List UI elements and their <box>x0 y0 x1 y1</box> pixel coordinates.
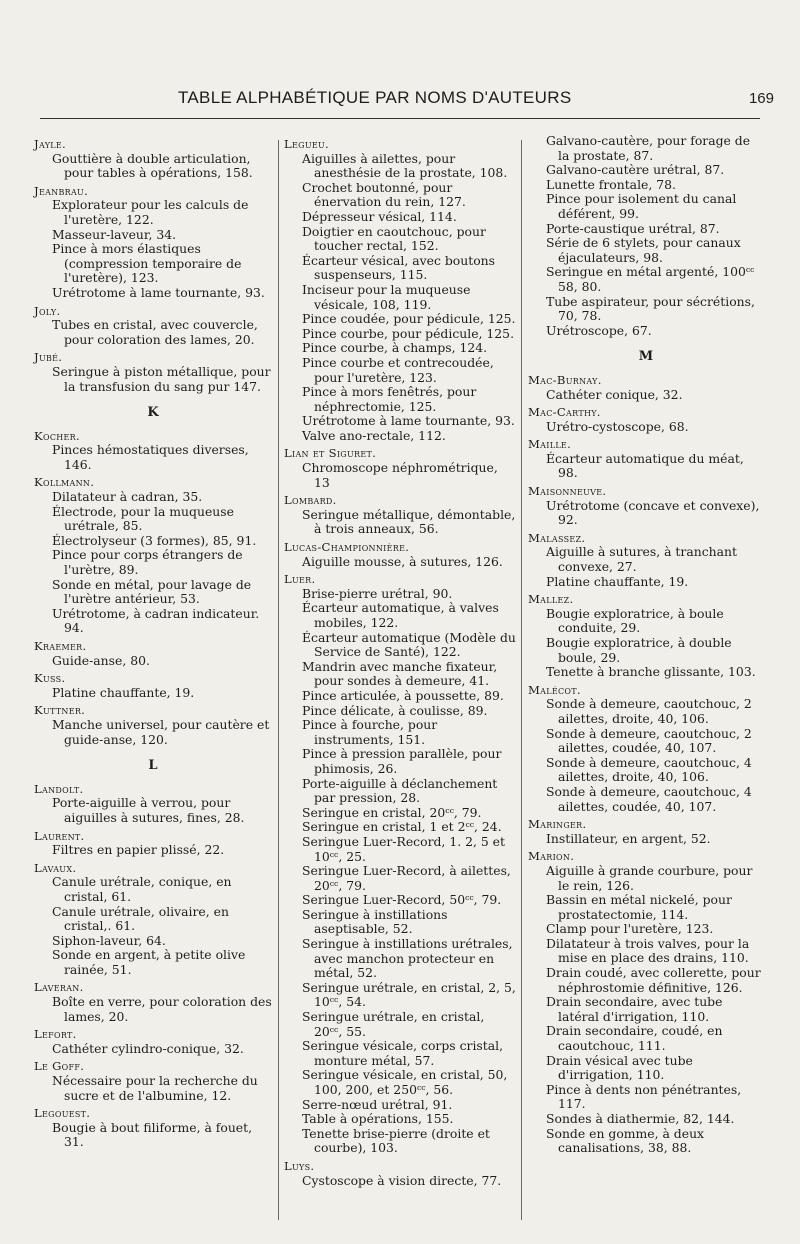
index-entry: Aiguille à sutures, à tranchant convexe, 27. <box>546 544 737 575</box>
author-name: Le Goff. <box>34 1059 85 1074</box>
author-name: Mac-Burnay. <box>528 372 602 387</box>
index-entry: Nécessaire pour la recherche du sucre et de l'albumine, 12. <box>52 1073 258 1103</box>
index-entry: Seringue à instillations aseptisable, 52. <box>302 906 448 937</box>
index-entry: Sonde en gomme, à deux canalisations, 38, 88. <box>546 1125 705 1156</box>
index-entry: Pince coudée, pour pédicule, 125. <box>302 311 516 327</box>
index-entry: Sonde à demeure, caoutchouc, 4 ailettes, droite, 40, 106. <box>546 754 752 785</box>
index-entry: Canule urétrale, olivaire, en cristal,. 61. <box>52 903 229 934</box>
index-entry: Urétrotome à lame tournante, 93. <box>302 413 515 429</box>
index-entry: Écarteur automatique (Modèle du Service de Santé), 122. <box>302 629 516 660</box>
index-entry: Instillateur, en argent, 52. <box>546 830 711 846</box>
index-entry: Pince courbe, pour pédicule, 125. <box>302 325 515 341</box>
index-entry: Chromoscope néphrométrique, 13 <box>302 460 498 490</box>
index-entry: Aiguilles à ailettes, pour anesthésie de la prostate, 108. <box>302 150 508 181</box>
author-name: Jeanbrau. <box>34 183 89 198</box>
author-name: Mallez. <box>528 592 574 607</box>
index-entry: Table à opérations, 155. <box>302 1111 454 1127</box>
column-divider <box>278 140 279 1220</box>
index-column-1 <box>34 134 272 1150</box>
index-entry: Tenette brise-pierre (droite et courbe), 103. <box>302 1125 490 1156</box>
index-entry: Seringue en cristal, 1 et 2ᶜᶜ, 24. <box>302 819 502 835</box>
index-entry: Bassin en métal nickelé, pour prostatectomie, 114. <box>546 892 732 922</box>
index-entry: Bougie à bout filiforme, à fouet, 31. <box>52 1119 253 1150</box>
index-entry: Siphon-laveur, 64. <box>52 932 166 948</box>
index-entry: Pinces hémostatiques diverses, 146. <box>52 442 249 472</box>
index-entry: Seringue à piston métallique, pour la transfusion du sang pur 147. <box>52 363 271 394</box>
index-entry: Gouttière à double articulation, pour tables à opérations, 158. <box>52 150 253 181</box>
index-entry: Seringue Luer-Record, 50ᶜᶜ, 79. <box>302 892 502 908</box>
index-entry: Pince articulée, à poussette, 89. <box>302 687 504 703</box>
index-entry: Aiguille à grande courbure, pour le rein, 126. <box>546 862 753 893</box>
author-name: Kocher. <box>34 428 80 443</box>
author-name: Lefort. <box>34 1027 77 1042</box>
author-name: Malécot. <box>528 682 581 697</box>
author-name: Maringer. <box>528 817 587 832</box>
index-entry: Drain vésical avec tube d'irrigation, 110. <box>546 1052 693 1083</box>
author-name: Laveran. <box>34 980 84 995</box>
index-column-2 <box>284 134 516 1188</box>
index-entry: Seringue à instillations urétrales, avec manchon protecteur en métal, 52. <box>302 936 513 981</box>
index-entry: Aiguille mousse, à sutures, 126. <box>302 553 503 569</box>
author-name: Laurent. <box>34 828 85 843</box>
section-letter: L <box>148 758 158 774</box>
index-entry: Platine chauffante, 19. <box>546 573 689 589</box>
index-entry: Urétrotome (concave et convexe), 92. <box>546 497 760 528</box>
index-entry: Drain coudé, avec collerette, pour néphrostomie définitive, 126. <box>546 965 761 995</box>
index-entry: Sonde en argent, à petite olive rainée, 51. <box>52 947 246 977</box>
index-entry: Urétrotome, à cadran indicateur. 94. <box>52 605 260 636</box>
index-entry: Urétro-cystoscope, 68. <box>546 418 689 434</box>
author-name: Luer. <box>284 572 316 587</box>
index-entry: Seringue vésicale, en cristal, 50, 100, 200, et 250ᶜᶜ, 56. <box>302 1067 508 1097</box>
index-entry: Urétrotome à lame tournante, 93. <box>52 284 265 300</box>
index-entry: Pince à mors élastiques (compression temporaire de l'uretère), 123. <box>52 241 242 286</box>
author-name: Legouest. <box>34 1106 91 1121</box>
index-entry: Bougie exploratrice, à boule conduite, 29. <box>546 605 724 636</box>
author-name: Malassez. <box>528 530 586 545</box>
index-entry: Électrode, pour la muqueuse urétrale, 85. <box>52 503 234 534</box>
author-name: Jayle. <box>34 137 67 151</box>
column-divider <box>521 140 522 1220</box>
index-entry: Sonde à demeure, caoutchouc, 2 ailettes, coudée, 40, 107. <box>546 725 752 756</box>
section-letter: M <box>638 349 654 365</box>
index-entry: Galvano-cautère, pour forage de la prostate, 87. <box>546 133 751 163</box>
index-entry: Seringue urétrale, en cristal, 20ᶜᶜ, 55. <box>302 1009 485 1039</box>
index-entry: Pince courbe, à champs, 124. <box>302 340 488 356</box>
index-entry: Sonde à demeure, caoutchouc, 2 ailettes, droite, 40, 106. <box>546 696 752 726</box>
section-letter: K <box>147 405 159 421</box>
index-entry: Guide-anse, 80. <box>52 652 150 668</box>
index-entry: Lunette frontale, 78. <box>546 176 676 192</box>
author-name: Kollmann. <box>34 475 95 490</box>
index-entry: Boîte en verre, pour coloration des lames, 20. <box>52 994 272 1024</box>
page-title: TABLE ALPHABÉTIQUE PAR NOMS D'AUTEURS <box>178 88 572 107</box>
author-name: Lucas-Championnière. <box>284 540 410 555</box>
author-name: Lombard. <box>284 493 337 508</box>
author-name: Landolt. <box>34 781 84 796</box>
author-name: Maille. <box>528 437 572 452</box>
index-entry: Porte-caustique urétral, 87. <box>546 220 720 236</box>
index-entry: Série de 6 stylets, pour canaux éjaculateurs, 98. <box>546 235 741 265</box>
index-entry: Pince délicate, à coulisse, 89. <box>302 702 488 718</box>
index-entry: Bougie exploratrice, à double boule, 29. <box>546 635 732 665</box>
author-name: Mac-Carthy. <box>528 405 601 420</box>
index-entry: Doigtier en caoutchouc, pour toucher rectal, 152. <box>302 223 486 254</box>
index-entry: Cystoscope à vision directe, 77. <box>302 1172 502 1188</box>
index-entry: Pince à pression parallèle, pour phimosis, 26. <box>302 746 502 776</box>
index-entry: Seringue Luer-Record, 1. 2, 5 et 10ᶜᶜ, 25. <box>302 833 505 864</box>
header-rule <box>40 118 760 119</box>
index-entry: Pince courbe et contrecoudée, pour l'uretère, 123. <box>302 354 494 385</box>
index-entry: Porte-aiguille à déclanchement par pression, 28. <box>302 775 498 806</box>
index-entry: Cathéter cylindro-conique, 32. <box>52 1040 244 1056</box>
index-entry: Crochet boutonné, pour énervation du rein, 127. <box>302 179 466 210</box>
author-name: Joly. <box>34 303 61 318</box>
index-entry: Drain secondaire, coudé, en caoutchouc, 111. <box>546 1023 723 1054</box>
index-entry: Dilatateur à trois valves, pour la mise en place des drains, 110. <box>546 935 750 966</box>
index-entry: Porte-aiguille à verrou, pour aiguilles à sutures, fines, 28. <box>52 795 245 825</box>
index-entry: Seringue vésicale, corps cristal, monture métal, 57. <box>302 1038 504 1068</box>
index-column-3 <box>528 134 764 1156</box>
author-name: Maisonneuve. <box>528 484 607 499</box>
index-entry: Manche universel, pour cautère et guide-anse, 120. <box>52 716 270 747</box>
index-entry: Écarteur vésical, avec boutons suspenseurs, 115. <box>302 252 496 283</box>
index-entry: Seringue en cristal, 20ᶜᶜ, 79. <box>302 804 482 820</box>
index-entry: Mandrin avec manche fixateur, pour sondes à demeure, 41. <box>302 658 498 689</box>
index-entry: Inciseur pour la muqueuse vésicale, 108, 119. <box>302 281 471 312</box>
index-entry: Valve ano-rectale, 112. <box>302 427 446 443</box>
author-name: Lavaux. <box>34 860 77 875</box>
index-entry: Pince à dents non pénétrantes, 117. <box>546 1081 742 1112</box>
index-entry: Tube aspirateur, pour sécrétions, 70, 78. <box>546 293 755 324</box>
index-entry: Dépresseur vésical, 114. <box>302 208 457 224</box>
author-name: Luys. <box>284 1158 315 1173</box>
index-entry: Filtres en papier plissé, 22. <box>52 842 225 858</box>
index-entry: Tubes en cristal, avec couvercle, pour coloration des lames, 20. <box>52 317 258 347</box>
index-entry: Électrolyseur (3 formes), 85, 91. <box>52 532 257 548</box>
index-entry: Explorateur pour les calculs de l'uretère, 122. <box>52 197 249 227</box>
author-name: Kuttner. <box>34 703 86 718</box>
index-entry: Pince à mors fenêtrés, pour néphrectomie, 125. <box>302 384 477 414</box>
index-entry: Dilatateur à cadran, 35. <box>52 489 203 505</box>
index-entry: Galvano-cautère urétral, 87. <box>546 162 725 178</box>
index-entry: Masseur-laveur, 34. <box>52 226 177 242</box>
index-entry: Sonde à demeure, caoutchouc, 4 ailettes, coudée, 40, 107. <box>546 783 752 814</box>
index-entry: Serre-nœud urétral, 91. <box>302 1096 453 1112</box>
index-entry: Pince pour isolement du canal déférent, 99. <box>546 191 737 221</box>
index-entry: Platine chauffante, 19. <box>52 684 195 700</box>
index-entry: Tenette à branche glissante, 103. <box>546 664 756 680</box>
page-header <box>40 86 780 116</box>
author-name: Legueu. <box>284 137 330 151</box>
author-name: Lian et Siguret. <box>284 446 377 461</box>
index-entry: Seringue urétrale, en cristal, 2, 5, 10ᶜᶜ, 54. <box>302 979 516 1010</box>
index-entry: Canule urétrale, conique, en cristal, 61. <box>52 874 232 904</box>
index-entry: Seringue Luer-Record, à ailettes, 20ᶜᶜ, 79. <box>302 863 511 893</box>
index-entry: Pince pour corps étrangers de l'urètre, 89. <box>52 547 243 578</box>
author-name: Kuss. <box>34 671 66 686</box>
author-name: Jubé. <box>34 350 63 365</box>
author-name: Kraemer. <box>34 639 87 653</box>
index-entry: Écarteur automatique, à valves mobiles, 122. <box>302 600 499 630</box>
index-entry: Sonde en métal, pour lavage de l'urètre antérieur, 53. <box>52 576 252 607</box>
index-entry: Urétroscope, 67. <box>546 322 652 338</box>
index-entry: Drain secondaire, avec tube latéral d'irrigation, 110. <box>546 994 723 1024</box>
index-entry: Écarteur automatique du méat, 98. <box>546 450 744 481</box>
index-entry: Sondes à diathermie, 82, 144. <box>546 1111 735 1126</box>
index-entry: Brise-pierre urétral, 90. <box>302 585 453 601</box>
index-entry: Pince à fourche, pour instruments, 151. <box>302 717 438 747</box>
author-name: Marion. <box>528 849 575 864</box>
page-number: 169 <box>748 90 774 107</box>
index-entry: Clamp pour l'uretère, 123. <box>546 921 714 937</box>
index-entry: Seringue métallique, démontable, à trois anneaux, 56. <box>302 506 516 537</box>
index-entry: Cathéter conique, 32. <box>546 386 683 402</box>
index-entry: Seringue en métal argenté, 100ᶜᶜ 58, 80. <box>546 264 755 294</box>
